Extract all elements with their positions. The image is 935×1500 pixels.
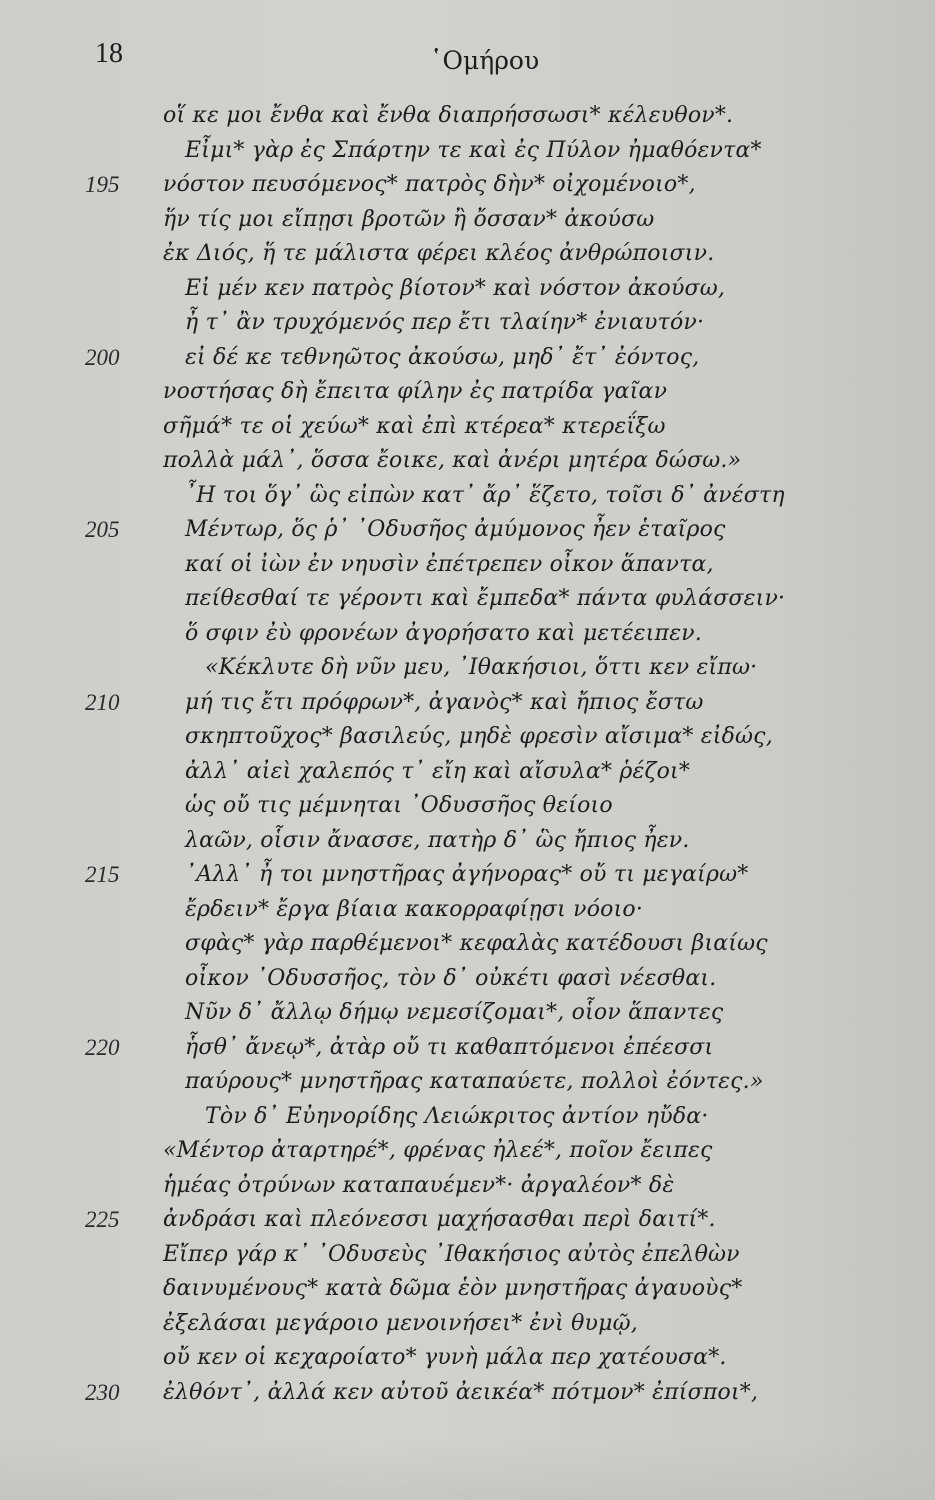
line-text: λαῶν, οἷσιν ἄνασσε, πατὴρ δ᾿ ὣς ἤπιος ἦεν. xyxy=(185,827,690,853)
line-text: δαινυμένους* κατὰ δῶμα ἑὸν μνηστῆρας ἀγαυοὺς* xyxy=(163,1276,743,1301)
verse-line xyxy=(0,1238,935,1273)
line-text: νοστήσας δὴ ἔπειτα φίλην ἐς πατρίδα γαῖαν xyxy=(163,379,668,404)
verse-line xyxy=(0,962,935,997)
verse-line xyxy=(0,134,935,169)
line-text: «Κέκλυτε δὴ νῦν μευ, ᾿Ιθακήσιοι, ὅττι κεν εἴπω· xyxy=(205,655,758,680)
line-text: Τὸν δ᾿ Εὐηνορίδης Λειώκριτος ἀντίον ηὔδα· xyxy=(205,1103,709,1129)
verse-line xyxy=(0,582,935,617)
line-number: 220 xyxy=(85,1034,120,1060)
line-number: 230 xyxy=(85,1379,120,1405)
verse-line xyxy=(0,548,935,583)
verse-line xyxy=(0,237,935,272)
line-number: 195 xyxy=(85,172,120,197)
page-number: 18 xyxy=(95,38,123,69)
line-text: ἀλλ᾿ αἰεὶ χαλεπός τ᾿ εἴη καὶ αἴσυλα* ῥέζοι* xyxy=(185,758,691,784)
line-text: ἐλθόντ᾿, ἀλλά κεν αὐτοῦ ἀεικέα* πότμον* ἐπίσποι*, xyxy=(163,1379,759,1405)
verse-line xyxy=(0,893,935,928)
line-text: ῏Η τοι ὅγ᾿ ὣς εἰπὼν κατ᾿ ἄρ᾿ ἕζετο, τοῖσι δ᾿ ἀνέστη xyxy=(185,482,785,508)
line-number: 200 xyxy=(85,344,120,370)
page-bottom-shadow xyxy=(0,1440,935,1500)
line-number: 205 xyxy=(85,517,120,542)
line-text: Εἶμι* γὰρ ἐς Σπάρτην τε καὶ ἐς Πύλον ἠμαθόεντα* xyxy=(185,137,762,163)
line-text: σῆμά* τε οἱ χεύω* καὶ ἐπὶ κτέρεα* κτερεΐξω xyxy=(163,413,666,439)
verse-line xyxy=(0,789,935,824)
verse-line xyxy=(0,1203,935,1238)
verse-line xyxy=(0,1376,935,1411)
verse-line xyxy=(0,1169,935,1204)
verse-line xyxy=(0,617,935,652)
line-text: Μέντωρ, ὅς ῥ᾿ ᾿Οδυσῆος ἀμύμονος ἦεν ἑταῖρος xyxy=(185,517,726,542)
line-text: ὡς οὔ τις μέμνηται ᾿Οδυσσῆος θείοιο xyxy=(185,793,613,818)
verse-line xyxy=(0,1031,935,1066)
verse-line xyxy=(0,444,935,479)
verse-line xyxy=(0,1272,935,1307)
line-text: ἦ τ᾿ ἂν τρυχόμενός περ ἔτι τλαίην* ἐνιαυτόν· xyxy=(185,310,705,335)
line-text: πολλὰ μάλ᾿, ὅσσα ἔοικε, καὶ ἀνέρι μητέρα δώσω.» xyxy=(163,448,742,473)
line-text: ἧσθ᾿ ἄνεῳ*, ἀτὰρ οὔ τι καθαπτόμενοι ἐπέεσσι xyxy=(185,1034,714,1060)
line-number: 215 xyxy=(85,862,120,887)
page-header xyxy=(0,30,935,80)
line-text: καί οἱ ἰὼν ἐν νηυσὶν ἐπέτρεπεν οἶκον ἅπαντα, xyxy=(185,551,714,577)
line-number: 225 xyxy=(85,1207,120,1232)
verse-line xyxy=(0,720,935,755)
line-text: οὔ κεν οἱ κεχαροίατο* γυνὴ μάλα περ χατέουσα*. xyxy=(163,1345,727,1370)
verse-line xyxy=(0,99,935,134)
verse-line xyxy=(0,651,935,686)
verse-line xyxy=(0,755,935,790)
line-text: ἀνδράσι καὶ πλεόνεσσι μαχήσασθαι περὶ δαιτί*. xyxy=(163,1207,716,1232)
line-number: 210 xyxy=(85,689,120,715)
verse-line xyxy=(0,168,935,203)
verse-line xyxy=(0,686,935,721)
verse-line xyxy=(0,858,935,893)
verse-line xyxy=(0,479,935,514)
verse-line xyxy=(0,1134,935,1169)
verse-line xyxy=(0,272,935,307)
line-text: σφὰς* γὰρ παρθέμενοι* κεφαλὰς κατέδουσι βιαίως xyxy=(185,931,768,956)
line-text: ἡμέας ὀτρύνων καταπαυέμεν*· ἀργαλέον* δὲ xyxy=(163,1172,675,1198)
running-head: ῾Ομήρου xyxy=(430,46,540,75)
line-text: Νῦν δ᾿ ἄλλῳ δήμῳ νεμεσίζομαι*, οἷον ἅπαντες xyxy=(185,1000,724,1025)
line-text: Εἰ μέν κεν πατρὸς βίοτον* καὶ νόστον ἀκούσω, xyxy=(185,275,726,301)
verse-line xyxy=(0,1341,935,1376)
line-text: Εἴπερ γάρ κ᾿ ᾿Οδυσεὺς ᾿Ιθακήσιος αὐτὸς ἐπελθὼν xyxy=(163,1241,740,1267)
verse-line xyxy=(0,375,935,410)
line-text: παύρους* μνηστῆρας καταπαύετε, πολλοὶ ἐόντες.» xyxy=(185,1069,764,1094)
verse-line xyxy=(0,306,935,341)
verse-line xyxy=(0,996,935,1031)
line-text: ἐξελάσαι μεγάροιο μενοινήσει* ἐνὶ θυμῷ, xyxy=(163,1310,638,1336)
verse-line xyxy=(0,1065,935,1100)
verse-line xyxy=(0,1307,935,1342)
line-text: οἶκον ᾿Οδυσσῆος, τὸν δ᾿ οὐκέτι φασὶ νέεσθαι. xyxy=(185,965,717,991)
line-text: ὅ σφιν ἐὺ φρονέων ἀγορήσατο καὶ μετέειπεν. xyxy=(185,620,702,646)
line-text: σκηπτοῦχος* βασιλεύς, μηδὲ φρεσὶν αἴσιμα* εἰδώς, xyxy=(185,724,773,749)
line-text: εἰ δέ κε τεθνηῶτος ἀκούσω, μηδ᾿ ἔτ᾿ ἐόντος, xyxy=(185,344,700,370)
verse-line xyxy=(0,927,935,962)
line-text: «Μέντορ ἀταρτηρέ*, φρένας ἠλεέ*, ποῖον ἔειπες xyxy=(163,1138,713,1163)
line-text: μή τις ἔτι πρόφρων*, ἀγανὸς* καὶ ἤπιος ἔστω xyxy=(185,689,704,715)
line-text: ἐκ Διός, ἥ τε μάλιστα φέρει κλέος ἀνθρώποισιν. xyxy=(163,241,715,266)
verse-line xyxy=(0,824,935,859)
verse-block xyxy=(0,99,935,1410)
line-text: ἥν τίς μοι εἴπῃσι βροτῶν ἢ ὄσσαν* ἀκούσω xyxy=(163,206,655,232)
verse-line xyxy=(0,513,935,548)
line-text: ἔρδειν* ἔργα βίαια κακορραφίῃσι νόοιο· xyxy=(185,896,644,922)
verse-line xyxy=(0,341,935,376)
line-text: ᾿Αλλ᾿ ἦ τοι μνηστῆρας ἀγήνορας* οὔ τι μεγαίρω* xyxy=(185,862,749,887)
line-text: νόστον πευσόμενος* πατρὸς δὴν* οἰχομένοιο*, xyxy=(163,172,696,197)
line-text: πείθεσθαί τε γέροντι καὶ ἔμπεδα* πάντα φυλάσσειν· xyxy=(185,586,786,611)
verse-line xyxy=(0,1100,935,1135)
line-text: οἵ κε μοι ἔνθα καὶ ἔνθα διαπρήσσωσι* κέλευθον*. xyxy=(163,103,734,128)
verse-line xyxy=(0,203,935,238)
verse-line xyxy=(0,410,935,445)
